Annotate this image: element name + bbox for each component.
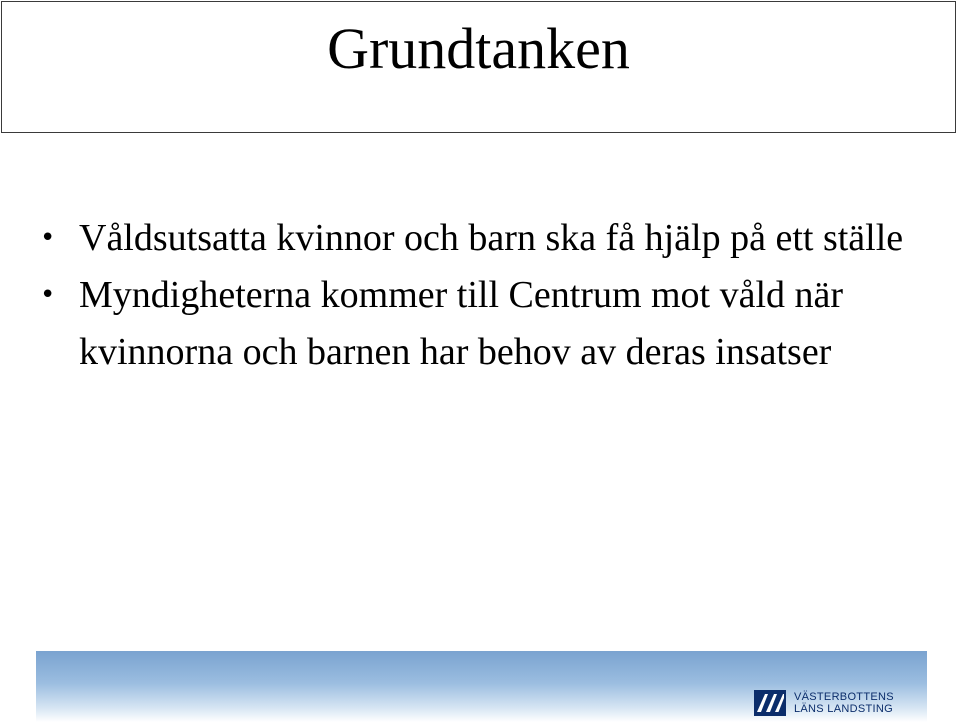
landsting-logo [754,690,894,716]
logo-text [794,691,894,715]
slide-title: Grundtanken [327,16,630,81]
bullet-item [0,210,919,267]
logo-line-2: LÄNS LANDSTING [794,703,893,715]
bullet-dot-icon: • [40,223,56,253]
bullet-list [0,210,959,381]
landsting-logo-mark-icon [754,690,786,716]
logo-line-1: VÄSTERBOTTENS [794,691,894,703]
bullet-item [0,267,919,381]
title-box [1,1,956,133]
bullet-text: Våldsutsatta kvinnor och barn ska få hjälp på ett ställe [79,217,904,259]
bullet-text: Myndigheterna kommer till Centrum mot våld när kvinnorna och barnen har behov av deras insatser [79,274,844,373]
bullet-dot-icon: • [40,280,56,310]
